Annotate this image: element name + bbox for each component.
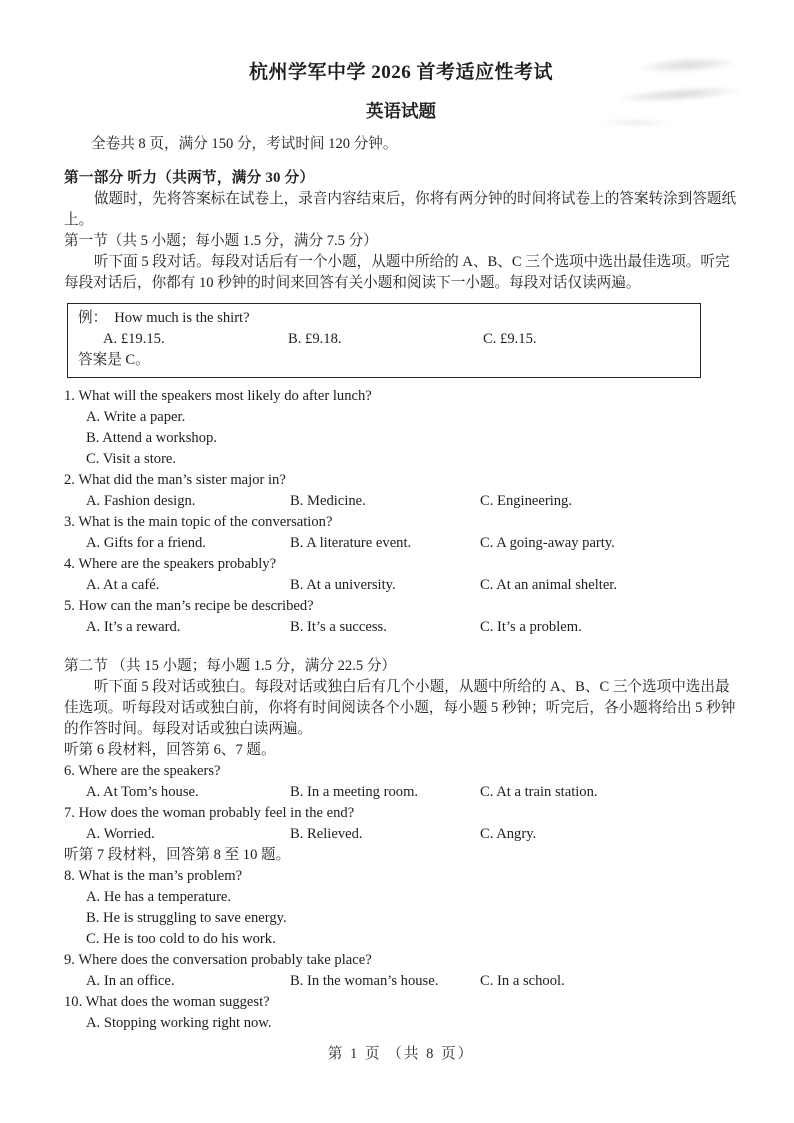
option-a: A. At Tom’s house. (86, 784, 199, 800)
option-a: A. Stopping working right now. (86, 1015, 272, 1031)
example-answer: 答案是 C。 (78, 352, 150, 368)
question-text: 8. What is the man’s problem? (64, 868, 243, 884)
option-row (64, 533, 738, 554)
option-row (64, 491, 738, 512)
option-row (64, 824, 738, 845)
example-question: How much is the shirt? (114, 310, 250, 326)
question-text: 10. What does the woman suggest? (64, 994, 270, 1010)
example-label: 例： (78, 310, 108, 326)
question-5 (64, 596, 738, 638)
option-c: C. Angry. (480, 826, 537, 842)
option-c: C. At an animal shelter. (480, 577, 617, 593)
exam-subtitle: 英语试题 (366, 101, 436, 121)
option-b: B. Relieved. (290, 826, 363, 842)
section2-instruction-line: 的作答时间。每段对话或独白读两遍。 (64, 721, 313, 737)
exam-meta-line: 全卷共 8 页，满分 150 分，考试时间 120 分钟。 (91, 136, 398, 152)
part1-heading: 第一部分 听力（共两节，满分 30 分） (64, 170, 315, 186)
question-3 (64, 512, 738, 554)
option-c: C. He is too cold to do his work. (86, 931, 276, 947)
section1-heading: 第一节（共 5 小题；每小题 1.5 分，满分 7.5 分） (64, 233, 378, 249)
question-text: 1. What will the speakers most likely do after lunch? (64, 388, 372, 404)
question-9 (64, 950, 738, 992)
question-2 (64, 470, 738, 512)
option-a: A. Write a paper. (86, 409, 186, 425)
option-row (64, 617, 738, 638)
question-text: 7. How does the woman probably feel in the end? (64, 805, 355, 821)
option-row (64, 971, 738, 992)
question-text: 5. How can the man’s recipe be described? (64, 598, 314, 614)
section2-instruction-line: 听下面 5 段对话或独白。每段对话或独白后有几个小题，从题中所给的 A、B、C 三个选项中选出最 (93, 679, 730, 695)
example-option-c: C. £9.15. (483, 331, 537, 347)
option-a: A. At a café. (86, 577, 160, 593)
example-box (67, 303, 701, 378)
exam-title: 杭州学军中学 2026 首考适应性考试 (248, 62, 553, 83)
option-a: A. It’s a reward. (86, 619, 181, 635)
question-1 (64, 386, 738, 470)
option-b: B. A literature event. (290, 535, 412, 551)
question-7 (64, 803, 738, 845)
part1-intro-line: 做题时，先将答案标在试卷上，录音内容结束后，你将有两分钟的时间将试卷上的答案转涂到答题纸 (93, 191, 737, 207)
option-c: C. Visit a store. (86, 451, 177, 467)
option-a: A. Worried. (86, 826, 155, 842)
example-option-a: A. £19.15. (103, 331, 165, 347)
option-a: A. Gifts for a friend. (86, 535, 206, 551)
question-text: 3. What is the main topic of the conversation? (64, 514, 333, 530)
question-text: 2. What did the man’s sister major in? (64, 472, 286, 488)
question-6 (64, 761, 738, 803)
part1-intro-line: 上。 (64, 212, 94, 228)
question-text: 9. Where does the conversation probably take place? (64, 952, 372, 968)
option-a: A. In an office. (86, 973, 175, 989)
option-b: B. At a university. (290, 577, 396, 593)
option-a: A. Fashion design. (86, 493, 196, 509)
option-b: B. In a meeting room. (290, 784, 419, 800)
option-c: C. At a train station. (480, 784, 598, 800)
question-8 (64, 866, 738, 950)
section1-instruction-line: 每段对话后，你都有 10 秒钟的时间来回答有关小题和阅读下一小题。每段对话仅读两遍。 (64, 275, 641, 291)
question-4 (64, 554, 738, 596)
option-b: B. He is struggling to save energy. (86, 910, 287, 926)
section2-instruction-line: 佳选项。听每段对话或独白前，你将有时间阅读各个小题，每小题 5 秒钟；听完后，各小题将给出 5 秒钟 (64, 700, 736, 716)
option-row (64, 575, 738, 596)
option-row (64, 782, 738, 803)
option-b: B. In the woman’s house. (290, 973, 439, 989)
material-7-line: 听第 7 段材料，回答第 8 至 10 题。 (64, 847, 291, 863)
option-c: C. A going-away party. (480, 535, 615, 551)
option-a: A. He has a temperature. (86, 889, 232, 905)
example-option-b: B. £9.18. (288, 331, 342, 347)
question-text: 4. Where are the speakers probably? (64, 556, 277, 572)
option-b: B. Attend a workshop. (86, 430, 217, 446)
option-c: C. In a school. (480, 973, 565, 989)
section2-heading: 第二节 （共 15 小题；每小题 1.5 分，满分 22.5 分） (64, 658, 397, 674)
option-c: C. It’s a problem. (480, 619, 582, 635)
option-b: B. It’s a success. (290, 619, 387, 635)
example-option-row (103, 329, 690, 350)
page-number-footer: 第 1 页 （共 8 页） (327, 1046, 475, 1062)
option-c: C. Engineering. (480, 493, 573, 509)
section1-instruction-line: 听下面 5 段对话。每段对话后有一个小题，从题中所给的 A、B、C 三个选项中选出最佳选项。听完 (93, 254, 730, 270)
example-question-line (78, 308, 690, 329)
question-text: 6. Where are the speakers? (64, 763, 221, 779)
material-6-line: 听第 6 段材料，回答第 6、7 题。 (64, 742, 276, 758)
question-10 (64, 992, 738, 1034)
option-b: B. Medicine. (290, 493, 366, 509)
